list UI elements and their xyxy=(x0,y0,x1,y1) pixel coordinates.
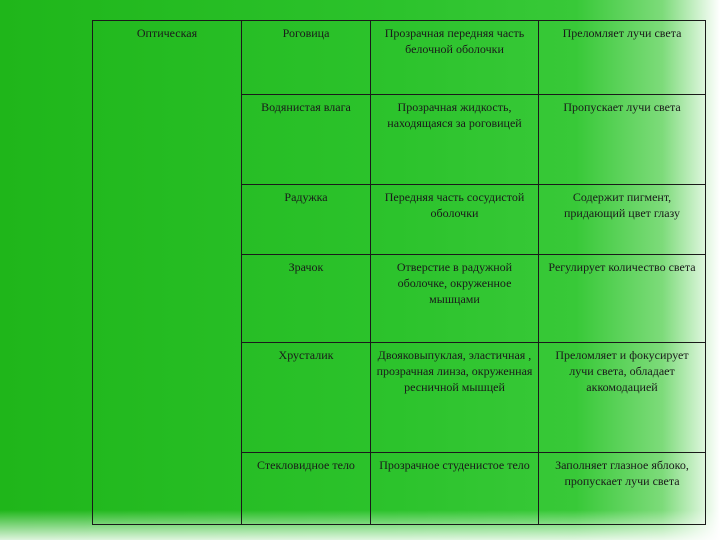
table-cell-part: Хрусталик xyxy=(242,343,371,453)
table-row xyxy=(93,255,706,343)
table-cell-function: Преломляет лучи света xyxy=(539,21,706,95)
table-cell-part: Роговица xyxy=(242,21,371,95)
table-cell-part: Радужка xyxy=(242,185,371,255)
eye-optical-system-table xyxy=(92,20,706,525)
table-cell-system xyxy=(93,453,242,525)
table-cell-structure: Двояковыпуклая, эластичная , прозрачная линза, окруженная ресничной мышцей xyxy=(371,343,539,453)
table-row xyxy=(93,95,706,185)
table-cell-system xyxy=(93,255,242,343)
table-cell-structure: Отверстие в радужной оболочке, окруженное мышцами xyxy=(371,255,539,343)
table-cell-function: Пропускает лучи света xyxy=(539,95,706,185)
table-cell-structure: Передняя часть сосудистой оболочки xyxy=(371,185,539,255)
table-cell-function: Заполняет глазное яблоко, пропускает лучи света xyxy=(539,453,706,525)
table-cell-system xyxy=(93,185,242,255)
table-cell-system xyxy=(93,95,242,185)
table-row xyxy=(93,343,706,453)
table-cell-structure: Прозрачная передняя часть белочной оболочки xyxy=(371,21,539,95)
table-row xyxy=(93,21,706,95)
table-row xyxy=(93,453,706,525)
table-cell-system xyxy=(93,343,242,453)
table-cell-function: Преломляет и фокусирует лучи света, обладает аккомодацией xyxy=(539,343,706,453)
table-cell-part: Зрачок xyxy=(242,255,371,343)
table-cell-structure: Прозрачная жидкость, находящаяся за роговицей xyxy=(371,95,539,185)
table-cell-structure: Прозрачное студенистое тело xyxy=(371,453,539,525)
table-cell-function: Регулирует количество света xyxy=(539,255,706,343)
table-row xyxy=(93,185,706,255)
table-cell-part: Стекловидное тело xyxy=(242,453,371,525)
table-cell-system: Оптическая xyxy=(93,21,242,95)
table-cell-part: Водянистая влага xyxy=(242,95,371,185)
table-cell-function: Содержит пигмент, придающий цвет глазу xyxy=(539,185,706,255)
